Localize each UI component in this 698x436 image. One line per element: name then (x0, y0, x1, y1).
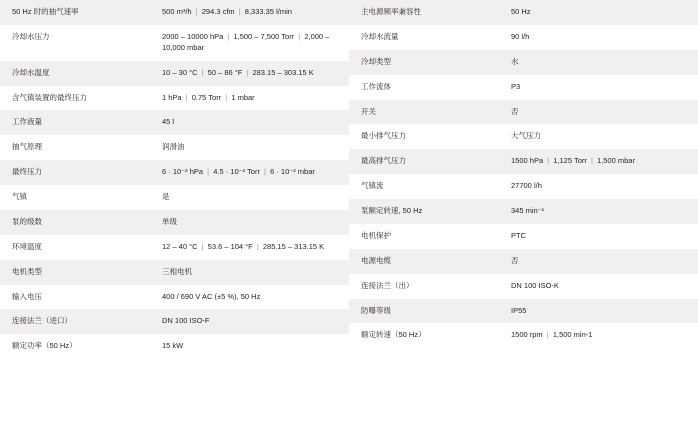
spec-label: 防曝等级 (361, 305, 391, 315)
spec-label: 气镇流 (361, 181, 384, 191)
spec-row (349, 0, 698, 25)
spec-label: 环境温度 (12, 241, 42, 251)
spec-row (0, 260, 349, 285)
spec-label: 电源电缆 (361, 255, 391, 265)
spec-value: 15 kW (162, 341, 184, 351)
spec-value: 1500 hPa | 1,125 Torr | 1,500 mbar (511, 156, 635, 166)
spec-label: 最小排气压力 (361, 131, 406, 141)
spec-value: 水 (511, 56, 519, 66)
spec-label: 额定转速（50 Hz） (361, 330, 426, 340)
spec-column-right (349, 0, 698, 436)
spec-row (0, 235, 349, 260)
spec-row (349, 299, 698, 324)
spec-value: 500 m³/h | 294.3 cfm | 8,333.35 l/min (162, 7, 292, 16)
spec-value: 2000 – 10000 hPa | 1,500 – 7,500 Torr | 2,000 – 10,000 mbar (162, 31, 330, 52)
spec-value: 400 / 690 V AC (±5 %), 50 Hz (162, 291, 261, 301)
spec-label: 冷却水温度 (12, 67, 50, 77)
spec-row (0, 25, 349, 61)
spec-label: 电机类型 (12, 266, 42, 276)
spec-label: 连接法兰（进口） (12, 316, 72, 326)
spec-row (0, 86, 349, 111)
spec-row (349, 75, 698, 100)
spec-value: DN 100 ISO-F (162, 316, 210, 326)
spec-row (349, 199, 698, 224)
spec-label: 50 Hz 时的抽气速率 (12, 7, 79, 16)
spec-row (0, 334, 349, 359)
spec-label: 抽气原理 (12, 142, 42, 152)
spec-label: 额定功率（50 Hz） (12, 341, 77, 351)
spec-value: 345 min⁻¹ (511, 206, 545, 215)
spec-row (349, 50, 698, 75)
spec-value: P3 (511, 81, 521, 91)
spec-value: 三相电机 (162, 266, 192, 276)
spec-value: 90 l/h (511, 31, 530, 41)
spec-label: 泵的级数 (12, 216, 42, 226)
spec-row (0, 61, 349, 86)
spec-value: 45 l (162, 117, 175, 127)
spec-row (0, 185, 349, 210)
spec-row (349, 100, 698, 125)
spec-label: 冷却类型 (361, 56, 391, 66)
spec-label: 连接法兰（出） (361, 280, 414, 290)
spec-value: 是 (162, 192, 170, 201)
spec-label: 最高排气压力 (361, 156, 406, 166)
spec-row (349, 25, 698, 50)
spec-label: 冷却水压力 (12, 31, 50, 41)
spec-row (349, 274, 698, 299)
spec-value: 27700 l/h (511, 181, 542, 191)
spec-value: 大气压力 (511, 131, 541, 141)
spec-label: 最终压力 (12, 167, 42, 177)
spec-row (0, 0, 349, 25)
spec-value: 12 – 40 °C | 53.6 – 104 °F | 285.15 – 313.15 K (162, 241, 325, 251)
spec-value: 10 – 30 °C | 50 – 86 °F | 283.15 – 303.15 K (162, 67, 314, 77)
spec-row (0, 110, 349, 135)
spec-label: 冷却水流量 (361, 31, 399, 41)
spec-value: 否 (511, 106, 519, 116)
spec-value: 否 (511, 255, 519, 265)
spec-label: 气镇 (12, 192, 27, 201)
spec-value: 润滑油 (162, 142, 185, 152)
spec-row (0, 135, 349, 160)
spec-label: 泵额定转速, 50 Hz (361, 206, 423, 215)
spec-value: 1 hPa | 0.75 Torr | 1 mbar (162, 92, 255, 102)
spec-row (349, 224, 698, 249)
spec-label: 开关 (361, 106, 376, 116)
spec-row (349, 174, 698, 199)
spec-row (349, 149, 698, 174)
spec-label: 电机保护 (361, 230, 391, 240)
spec-row (0, 309, 349, 334)
spec-value: 单级 (162, 216, 177, 226)
spec-label: 输入电压 (12, 291, 42, 301)
spec-row (0, 210, 349, 235)
spec-label: 工作流体 (361, 81, 391, 91)
spec-row (0, 285, 349, 310)
spec-value: DN 100 ISO-K (511, 280, 559, 290)
spec-value: 50 Hz (511, 7, 531, 16)
spec-label: 主电源频率兼容性 (361, 7, 421, 16)
spec-label: 工作液量 (12, 117, 42, 127)
spec-row (349, 124, 698, 149)
spec-value: 6 · 10⁻² hPa | 4.5 · 10⁻² Torr | 6 · 10⁻² mbar (162, 167, 315, 177)
spec-value: PTC (511, 230, 526, 240)
spec-label: 含气镇装置的最终压力 (12, 92, 87, 102)
spec-value: 1500 rpm | 1,500 min-1 (511, 330, 593, 340)
spec-row (0, 160, 349, 185)
spec-value: IP55 (511, 305, 527, 315)
spec-row (349, 249, 698, 274)
spec-row (349, 323, 698, 348)
